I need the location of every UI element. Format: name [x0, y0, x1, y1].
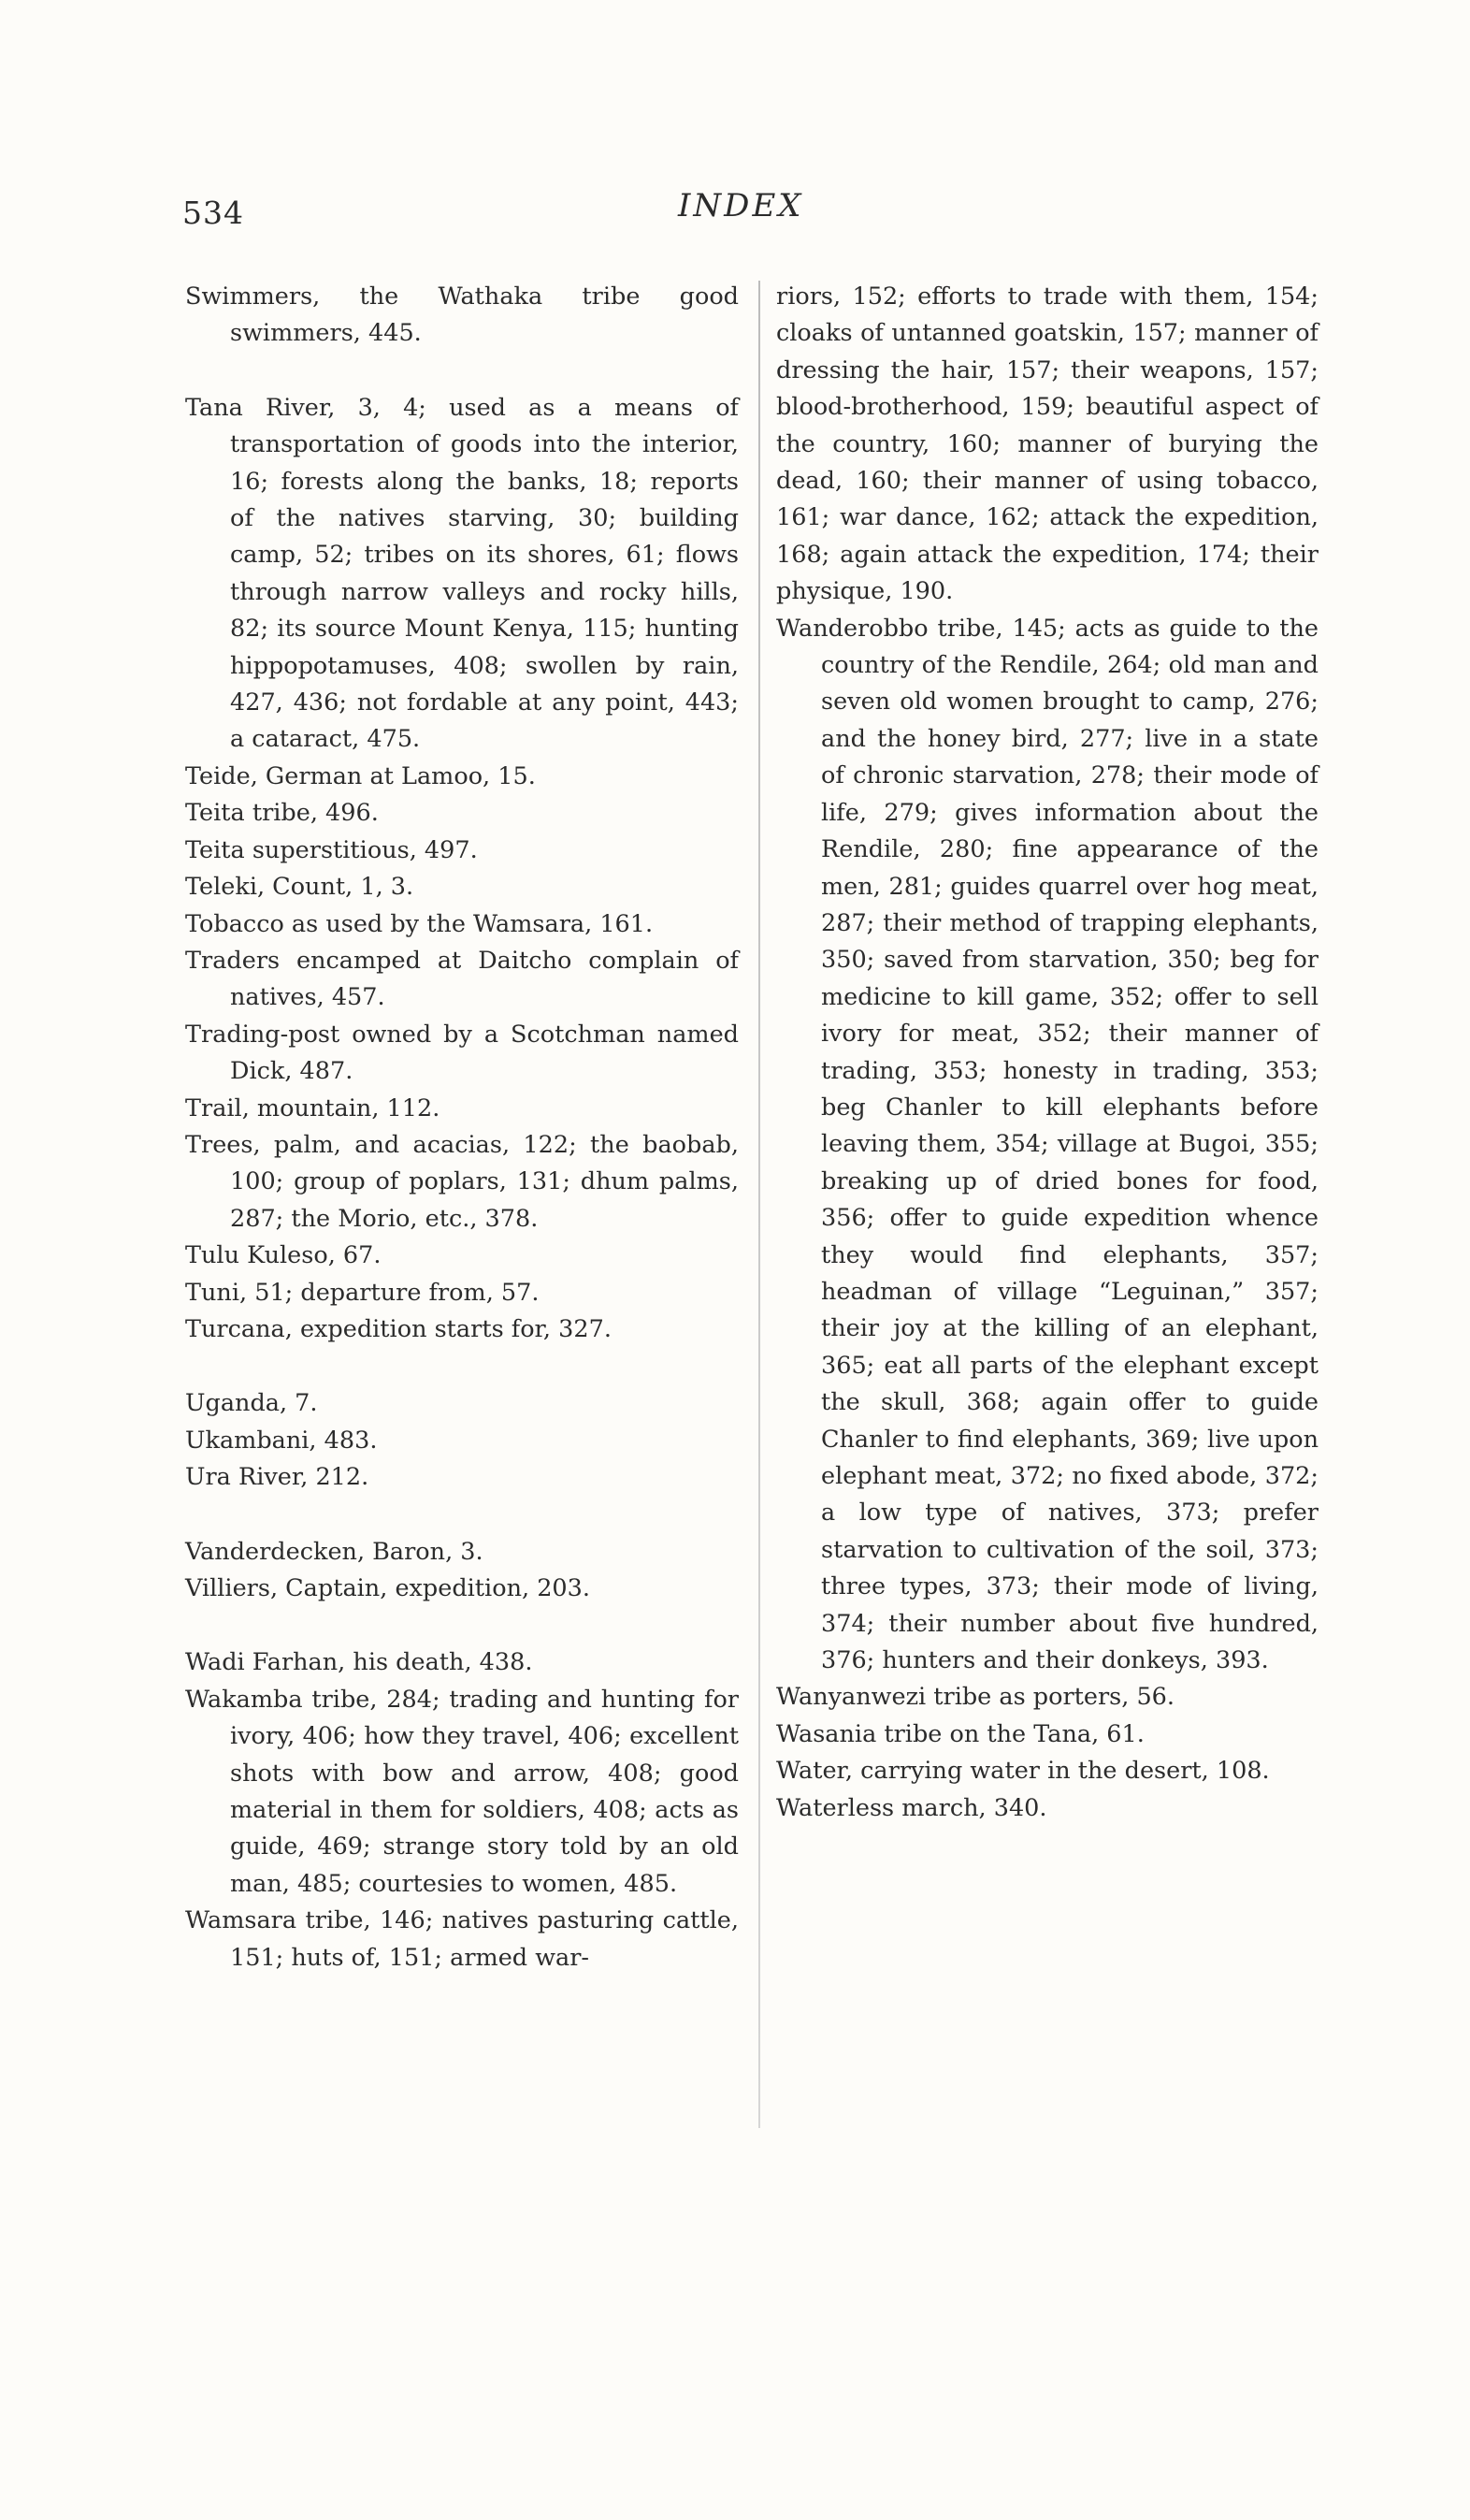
index-entry: Wasania tribe on the Tana, 61.: [776, 1719, 1145, 1748]
letter-group-gap: [185, 1348, 739, 1385]
index-entry: Swimmers, the Wathaka tribe good swimmers, 445.: [185, 282, 739, 348]
index-entry: Trail, mountain, 112.: [185, 1093, 440, 1122]
index-entry: Ukambani, 483.: [185, 1426, 378, 1455]
index-entry: Water, carrying water in the desert, 108.: [776, 1757, 1270, 1786]
index-entry: Tobacco as used by the Wamsara, 161.: [185, 909, 654, 938]
index-entry: Waterless march, 340.: [776, 1793, 1047, 1822]
index-entry: Tuni, 51; departure from, 57.: [185, 1278, 540, 1307]
index-column-right: [776, 279, 1319, 1827]
index-entry: Tana River, 3, 4; used as a means of transportation of goods into the interior, 16; forests along the banks, 18; reports of the natives starving, 30; building camp, 52; tribes on its shores, 61; flows through narrow valleys and rocky hills, 82; its source Mount Kenya, 115; hunting hippopotamuses, 408; swollen by rain, 427, 436; not fordable at any point, 443; a cataract, 475.: [185, 393, 739, 754]
index-entry: Vanderdecken, Baron, 3.: [185, 1537, 483, 1566]
column-divider: [758, 281, 760, 2128]
index-entry: Teleki, Count, 1, 3.: [185, 873, 414, 902]
index-entry: Wanderobbo tribe, 145; acts as guide to the country of the Rendile, 264; old man and seven old women brought to camp, 276; and the honey bird, 277; live in a state of chronic starvation, 278; their mode of life, 279; gives information about the Rendile, 280; fine appearance of the men, 281; guides quarrel over hog meat, 287; their method of trapping elephants, 350; saved from starvation, 350; beg for medicine to kill game, 352; offer to sell ivory for meat, 352; their manner of trading, 353; honesty in trading, 353; beg Chanler to kill elephants before leaving them, 354; village at Bugoi, 355; breaking up of dried bones for food, 356; offer to guide expedition whence they would find elephants, 357; headman of village “Leguinan,” 357; their joy at the killing of an elephant, 365; eat all parts of the elephant except the skull, 368; again offer to guide Chanler to find elephants, 369; live upon elephant meat, 372; no fixed abode, 372; a low type of natives, 373; prefer starvation to cultivation of the soil, 373; three types, 373; their mode of living, 374; their number about five hundred, 376; hunters and their donkeys, 393.: [776, 614, 1319, 1675]
index-entry: Teita tribe, 496.: [185, 799, 379, 828]
index-entry: Uganda, 7.: [185, 1389, 318, 1418]
index-entry: riors, 152; efforts to trade with them, 154; cloaks of untanned goatskin, 157; manner of dressing the hair, 157; their weapons, 157; blood-brotherhood, 159; beautiful aspect of the country, 160; manner of burying the dead, 160; their manner of using tobacco, 161; war dance, 162; attack the expedition, 168; again attack the expedition, 174; their physique, 190.: [776, 282, 1319, 606]
running-title: INDEX: [678, 187, 804, 224]
index-entry: Teide, German at Lamoo, 15.: [185, 761, 536, 790]
index-entry: Villiers, Captain, expedition, 203.: [185, 1574, 590, 1602]
page-number: 534: [182, 195, 244, 231]
page-header: [182, 187, 1276, 243]
index-entry: Wamsara tribe, 146; natives pasturing cattle, 151; huts of, 151; armed war-: [185, 1906, 739, 1972]
index-entry: Wanyanwezi tribe as porters, 56.: [776, 1683, 1175, 1712]
letter-group-gap: [185, 1497, 739, 1534]
index-entry: Turcana, expedition starts for, 327.: [185, 1314, 612, 1343]
index-entry: Tulu Kuleso, 67.: [185, 1241, 382, 1270]
index-entry: Wakamba tribe, 284; trading and hunting for ivory, 406; how they travel, 406; excellent shots with bow and arrow, 408; good material in them for soldiers, 408; acts as guide, 469; strange story told by an old man, 485; courtesies to women, 485.: [185, 1685, 739, 1898]
index-entry: Traders encamped at Daitcho complain of natives, 457.: [185, 946, 739, 1012]
index-entry: Ura River, 212.: [185, 1463, 369, 1492]
index-column-left: [185, 279, 739, 1977]
index-entry: Trading-post owned by a Scotchman named Dick, 487.: [185, 1020, 739, 1086]
letter-group-gap: [185, 1607, 739, 1644]
index-entry: Teita superstitious, 497.: [185, 835, 478, 864]
letter-group-gap: [185, 353, 739, 390]
index-entry: Wadi Farhan, his death, 438.: [185, 1648, 533, 1677]
index-entry: Trees, palm, and acacias, 122; the baobab, 100; group of poplars, 131; dhum palms, 287; the Morio, etc., 378.: [185, 1130, 739, 1233]
